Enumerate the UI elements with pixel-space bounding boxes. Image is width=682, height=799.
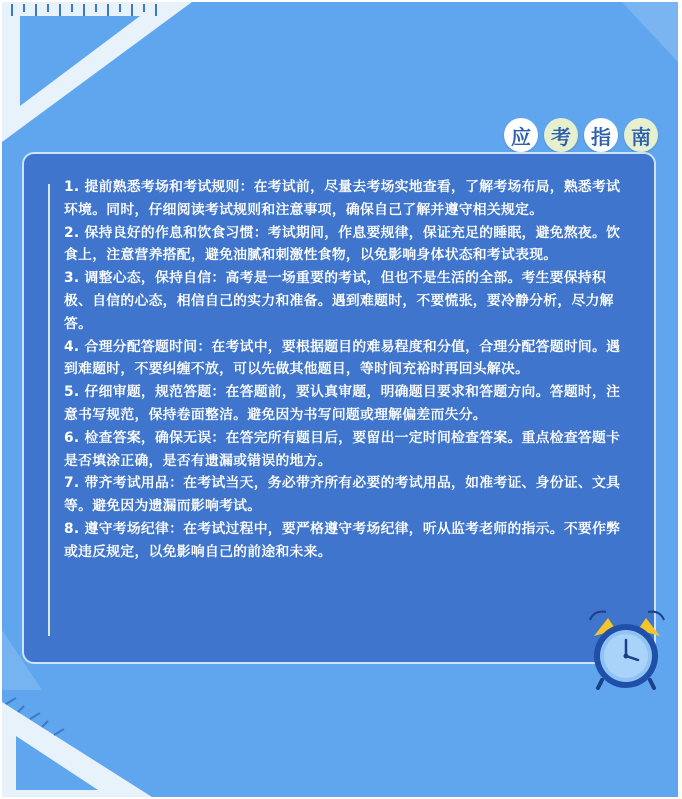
alarm-clock-icon [584, 606, 670, 692]
tip-item: 2. 保持良好的作息和饮食习惯：考试期间，作息要规律，保证充足的睡眠，避免熬夜。饮食上，注意营养搭配，避免油腻和刺激性食物，以免影响身体状态和考试表现。 [64, 224, 621, 264]
card-accent-bar [48, 184, 50, 636]
poster [2, 2, 678, 797]
tips-list [64, 176, 624, 564]
ruler-decoration-icon [602, 2, 678, 82]
content-card [22, 152, 656, 664]
tip-item: 3. 调整心态，保持自信：高考是一场重要的考试，但也不是生活的全部。考生要保持积极、自信的心态，相信自己的实力和准备。遇到难题时，不要慌张，要冷静分析，尽力解答。 [64, 270, 614, 332]
tip-item: 5. 仔细审题，规范答题：在答题前，要认真审题，明确题目要求和答题方向。答题时，注意书写规范，保持卷面整洁。避免因为书写问题或理解偏差而失分。 [64, 384, 621, 423]
title-badges [504, 118, 658, 152]
triangle-ruler-icon [2, 2, 202, 152]
title-char: 考 [544, 118, 578, 152]
tip-item: 8. 遵守考场纪律：在考试过程中，要严格遵守考场纪律，听从监考老师的指示。不要作弊或违反规定，以免影响自己的前途和未来。 [64, 520, 621, 560]
title-char: 应 [504, 118, 538, 152]
triangle-ruler-icon [2, 682, 192, 797]
tip-item: 1. 提前熟悉考场和考试规则：在考试前，尽量去考场实地查看，了解考场布局，熟悉考试环境。同时，仔细阅读考试规则和注意事项，确保自己了解并遵守相关规定。 [64, 179, 621, 218]
tip-item: 4. 合理分配答题时间：在考试中，要根据题目的难易程度和分值，合理分配答题时间。遇到难题时，不要纠缠不放，可以先做其他题目，等时间充裕时再回头解决。 [64, 338, 621, 378]
title-char: 指 [584, 118, 618, 152]
title-char: 南 [624, 118, 658, 152]
tip-item: 7. 带齐考试用品：在考试当天，务必带齐所有必要的考试用品，如准考证、身份证、文具等。避免因为遗漏而影响考试。 [64, 475, 621, 515]
tip-item: 6. 检查答案，确保无误：在答完所有题目后，要留出一定时间检查答案。重点检查答题卡是否填涂正确，是否有遗漏或错误的地方。 [64, 429, 621, 469]
